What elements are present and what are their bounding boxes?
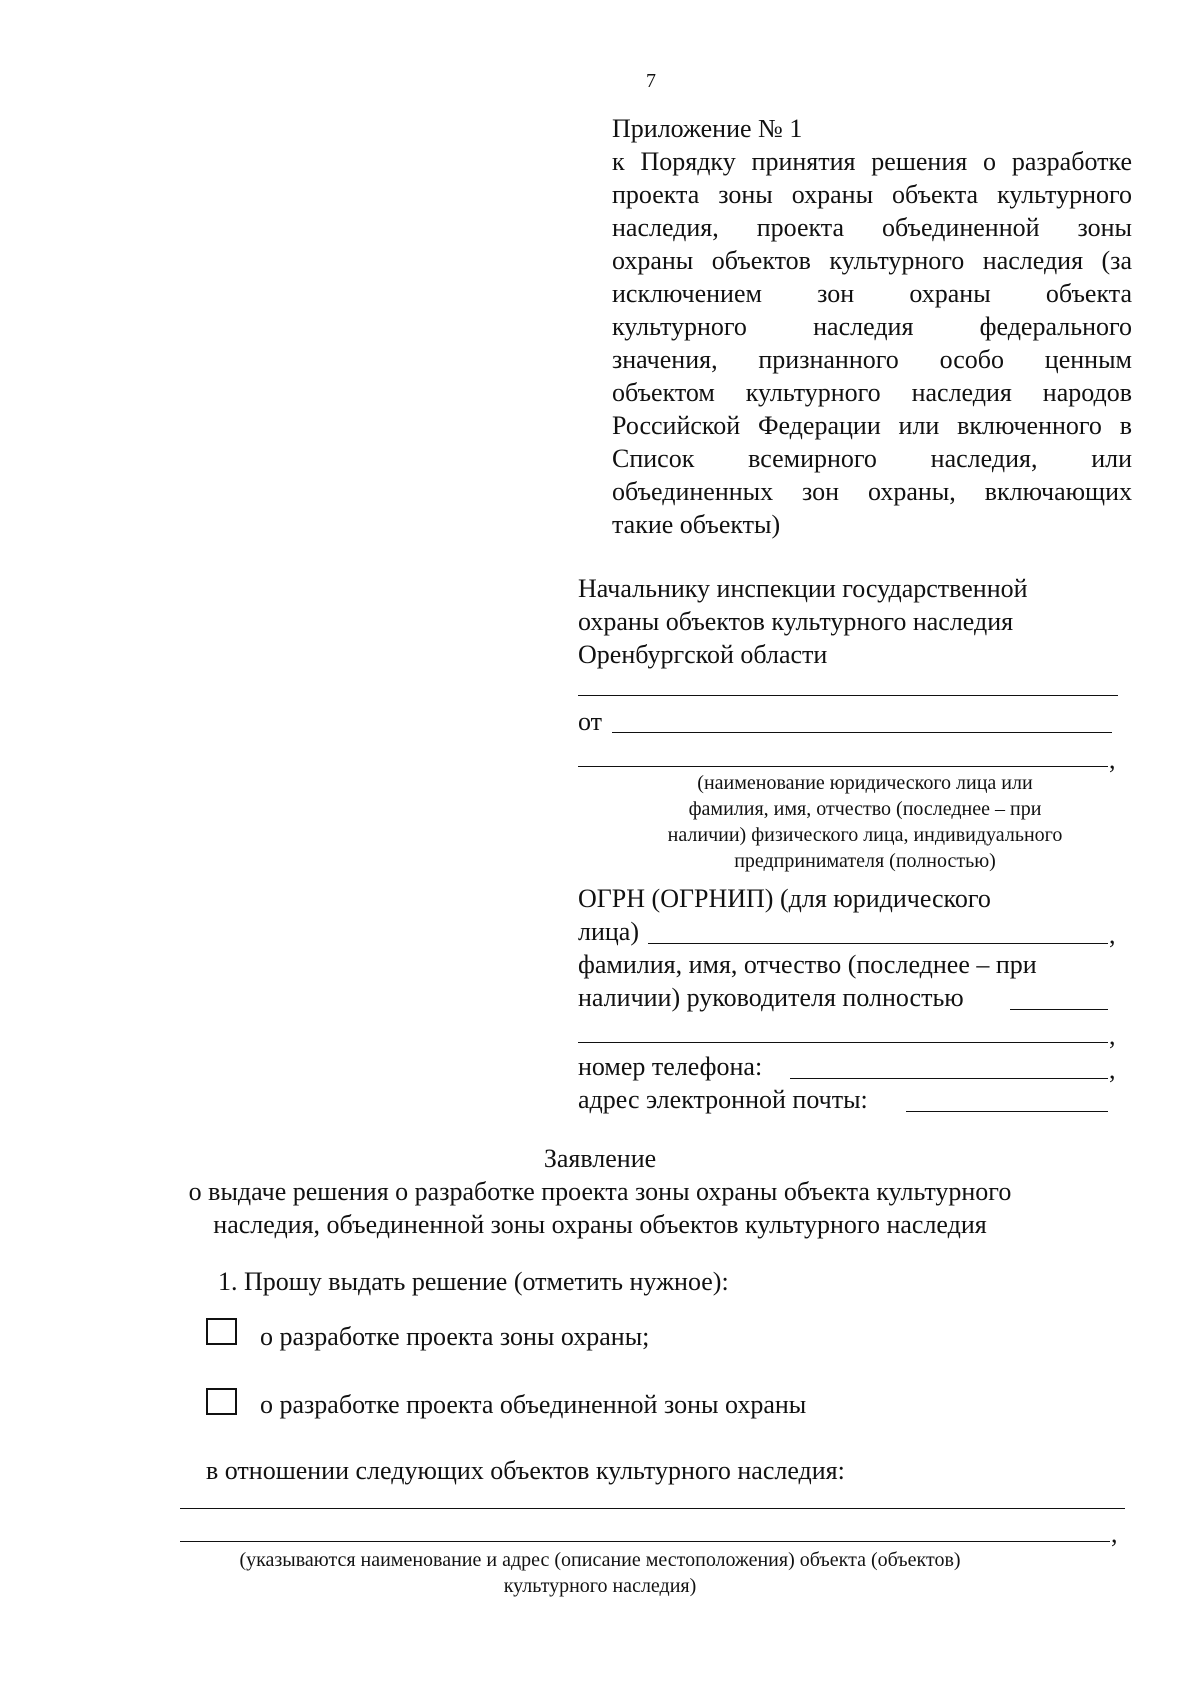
objects-hint: (указываются наименование и адрес (описание местоположения) объекта (объектов) bbox=[239, 1549, 961, 1571]
appendix-line: объектом культурного наследия народов bbox=[612, 378, 1132, 407]
comma: , bbox=[1109, 920, 1116, 949]
appendix-line: охраны объектов культурного наследия (за bbox=[612, 246, 1132, 275]
comma: , bbox=[1109, 1055, 1116, 1084]
ogrn-field[interactable] bbox=[648, 943, 1108, 944]
statement-title: Заявление bbox=[543, 1144, 657, 1173]
option-zone-project-checkbox[interactable] bbox=[206, 1318, 237, 1345]
applicant-name-field-2[interactable] bbox=[578, 766, 1108, 767]
email-field[interactable] bbox=[906, 1111, 1108, 1112]
appendix-line: Российской Федерации или включенного в bbox=[612, 411, 1132, 440]
head-name-label-2: наличии) руководителя полностью bbox=[578, 983, 964, 1012]
appendix-line: значения, признанного особо ценным bbox=[612, 345, 1132, 374]
ogrn-label: ОГРН (ОГРНИП) (для юридического bbox=[578, 884, 991, 913]
appendix-line: Список всемирного наследия, или bbox=[612, 444, 1132, 473]
objects-field[interactable] bbox=[180, 1508, 1125, 1509]
ogrn-label-2: лица) bbox=[578, 917, 640, 946]
option-zone-project-label: о разработке проекта зоны охраны; bbox=[260, 1322, 650, 1351]
appendix-line: исключением зон охраны объекта bbox=[612, 279, 1132, 308]
addressee-line: охраны объектов культурного наследия bbox=[578, 607, 1014, 636]
appendix-line: культурного наследия федерального bbox=[612, 312, 1132, 341]
request-item: 1. Прошу выдать решение (отметить нужное): bbox=[218, 1267, 729, 1296]
addressee-line: Начальнику инспекции государственной bbox=[578, 574, 1028, 603]
addressee-block bbox=[578, 572, 1028, 671]
comma: , bbox=[1111, 1519, 1118, 1548]
statement-subtitle: о выдаче решения о разработке проекта зоны охраны объекта культурного bbox=[188, 1177, 1012, 1206]
hint-line: предпринимателя (полностью) bbox=[734, 850, 996, 872]
objects-hint-2: культурного наследия) bbox=[503, 1575, 697, 1597]
head-name-label: фамилия, имя, отчество (последнее – при bbox=[578, 950, 1037, 979]
phone-field[interactable] bbox=[790, 1078, 1108, 1079]
head-name-field-2[interactable] bbox=[578, 1042, 1108, 1043]
from-label: от bbox=[578, 707, 603, 736]
addressee-name-field[interactable] bbox=[578, 695, 1118, 696]
appendix-line: объединенных зон охраны, включающих bbox=[612, 477, 1132, 506]
hint-line: наличии) физического лица, индивидуального bbox=[667, 824, 1063, 846]
option-combined-zone-checkbox[interactable] bbox=[206, 1388, 237, 1415]
addressee-line: Оренбургской области bbox=[578, 640, 828, 669]
appendix-line: проекта зоны охраны объекта культурного bbox=[612, 180, 1132, 209]
applicant-hint bbox=[600, 770, 1130, 874]
head-name-field[interactable] bbox=[1010, 1009, 1108, 1010]
appendix-header bbox=[612, 112, 1132, 541]
hint-line: (наименование юридического лица или bbox=[697, 772, 1033, 794]
applicant-name-field[interactable] bbox=[612, 732, 1112, 733]
appendix-title: Приложение № 1 bbox=[612, 114, 803, 143]
email-label: адрес электронной почты: bbox=[578, 1085, 868, 1114]
appendix-line: такие объекты) bbox=[612, 510, 781, 539]
appendix-line: к Порядку принятия решения о разработке bbox=[612, 147, 1132, 176]
phone-label: номер телефона: bbox=[578, 1052, 763, 1081]
hint-line: фамилия, имя, отчество (последнее – при bbox=[688, 798, 1042, 820]
objects-field-2[interactable] bbox=[180, 1541, 1110, 1542]
page-number: 7 bbox=[646, 70, 656, 92]
statement-subtitle-2: наследия, объединенной зоны охраны объектов культурного наследия bbox=[213, 1210, 987, 1239]
appendix-line: наследия, проекта объединенной зоны bbox=[612, 213, 1132, 242]
option-combined-zone-label: о разработке проекта объединенной зоны охраны bbox=[260, 1390, 807, 1419]
comma: , bbox=[1109, 1021, 1116, 1050]
comma: , bbox=[1109, 745, 1116, 774]
objects-label: в отношении следующих объектов культурного наследия: bbox=[206, 1456, 845, 1485]
